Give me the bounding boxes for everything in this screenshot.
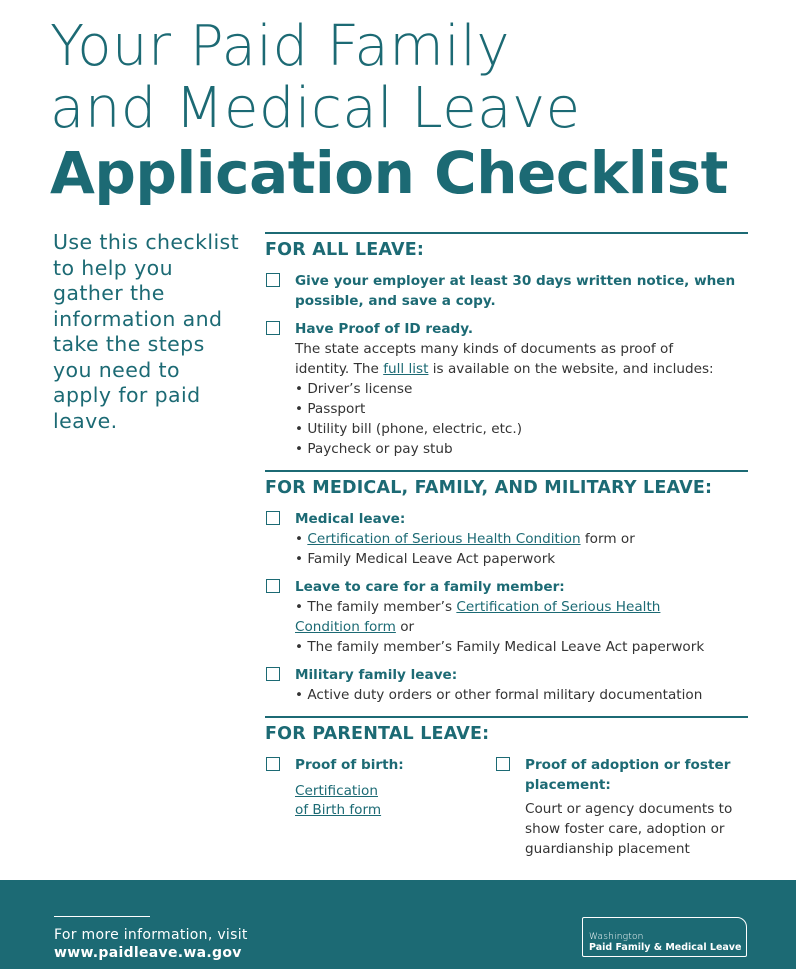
section-heading-medical: FOR MEDICAL, FAMILY, AND MILITARY LEAVE: — [265, 478, 713, 498]
section-medical-family-military — [265, 470, 748, 705]
footer — [0, 880, 796, 969]
checkbox[interactable] — [266, 579, 280, 593]
intro-text: Use this checklist to help you gather the information and take the steps you need to apply for paid leave. — [53, 230, 240, 433]
birth-certification-link[interactable]: Certification — [295, 783, 378, 799]
checklist-item-written-notice — [265, 271, 748, 311]
family-certification-link-cont[interactable]: Condition form — [295, 619, 396, 635]
checkbox[interactable] — [266, 667, 280, 681]
item-desc: show foster care, adoption or — [525, 821, 725, 837]
title-line-1: Your Paid Family — [50, 14, 511, 79]
page-title — [50, 16, 790, 206]
checkbox[interactable] — [266, 511, 280, 525]
bullet-item: • Active duty orders or other formal military documentation — [295, 687, 703, 703]
bullet-item: • Driver’s license — [295, 381, 413, 397]
checklist-item-proof-of-id — [265, 319, 748, 459]
bullet-item-cont: Condition form or — [295, 619, 415, 635]
item-desc: Court or agency documents to — [525, 801, 733, 817]
section-divider — [265, 470, 748, 472]
bullet-item: • The family member’s Family Medical Leave Act paperwork — [295, 639, 705, 655]
bullet-item: • Family Medical Leave Act paperwork — [295, 551, 556, 567]
logo-line-2: Paid Family & Medical Leave — [589, 942, 742, 953]
item-title: Military family leave: — [295, 667, 458, 683]
section-heading-parental: FOR PARENTAL LEAVE: — [265, 724, 490, 744]
item-title: Proof of birth: — [295, 757, 404, 773]
logo-line-1: Washington — [589, 932, 644, 942]
checkbox[interactable] — [266, 321, 280, 335]
checklist-item-military — [265, 665, 748, 705]
title-line-2: and Medical Leave — [50, 76, 581, 141]
item-title: Give your employer at least 30 days written notice, when — [295, 273, 736, 289]
item-title: Have Proof of ID ready. — [295, 321, 474, 337]
item-title: Proof of adoption or foster — [525, 757, 731, 773]
section-all-leave — [265, 232, 748, 459]
checklist-item-adoption-foster — [495, 755, 778, 859]
bullet-item: • Passport — [295, 401, 366, 417]
full-list-link[interactable]: full list — [383, 361, 429, 377]
title-line-3: Application Checklist — [50, 139, 728, 207]
certification-serious-health-link[interactable]: Certification of Serious Health Condition — [307, 531, 581, 547]
footer-url-link[interactable]: www.paidleave.wa.gov — [54, 945, 242, 961]
item-title: placement: — [525, 777, 611, 793]
bullet-item: • Certification of Serious Health Condition form or — [295, 531, 635, 547]
checkbox[interactable] — [266, 757, 280, 771]
checkbox[interactable] — [266, 273, 280, 287]
section-heading-all-leave: FOR ALL LEAVE: — [265, 240, 425, 260]
section-parental — [265, 716, 748, 856]
footer-info-text: For more information, visit — [54, 927, 248, 943]
family-certification-link[interactable]: Certification of Serious Health — [456, 599, 661, 615]
section-divider — [265, 716, 748, 718]
checkbox[interactable] — [496, 757, 510, 771]
checklist-item-medical-leave — [265, 509, 748, 569]
footer-info — [54, 926, 248, 962]
item-desc: guardianship placement — [525, 841, 690, 857]
item-desc: identity. The full list is available on the website, and includes: — [295, 361, 714, 377]
bullet-item: • The family member’s Certification of Serious Health — [295, 599, 661, 615]
wa-pfml-logo — [582, 917, 747, 957]
footer-divider — [54, 916, 150, 917]
item-title: Medical leave: — [295, 511, 406, 527]
item-title: possible, and save a copy. — [295, 293, 496, 309]
item-desc: The state accepts many kinds of documents as proof of — [295, 341, 674, 357]
item-title: Leave to care for a family member: — [295, 579, 565, 595]
section-divider — [265, 232, 748, 234]
bullet-item: • Paycheck or pay stub — [295, 441, 453, 457]
birth-certification-link-cont[interactable]: of Birth form — [295, 802, 382, 818]
checklist-item-proof-of-birth — [265, 755, 505, 820]
checklist-item-family-member — [265, 577, 748, 657]
bullet-item: • Utility bill (phone, electric, etc.) — [295, 421, 522, 437]
